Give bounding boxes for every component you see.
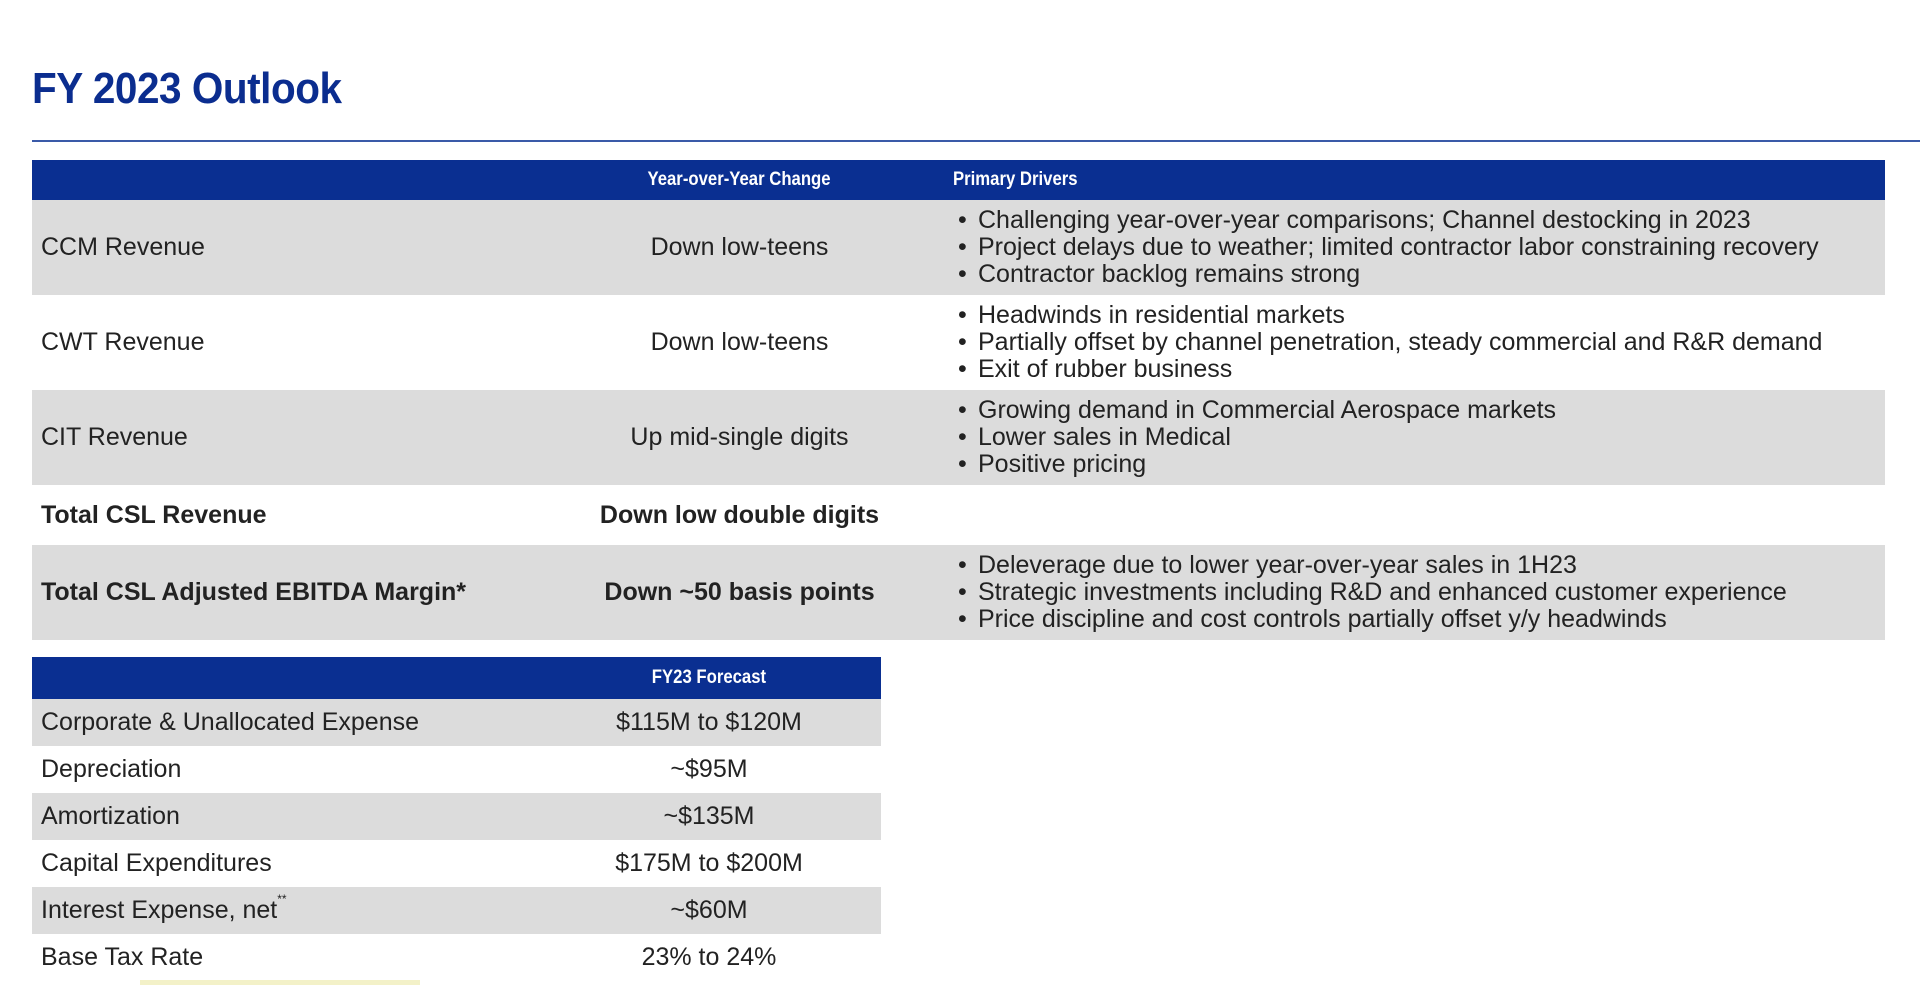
title-divider — [32, 140, 1920, 142]
table-row — [32, 793, 881, 840]
row-drivers — [942, 545, 1885, 640]
forecast-header-row — [32, 657, 881, 699]
decorative-accent-bar — [140, 980, 420, 985]
table-row — [32, 840, 881, 887]
driver-bullet: • Project delays due to weather; limited contractor labor constraining recovery — [958, 234, 1885, 261]
row-label: Depreciation — [32, 746, 537, 793]
row-label: Corporate & Unallocated Expense — [32, 699, 537, 746]
driver-bullet: • Growing demand in Commercial Aerospace markets — [958, 397, 1885, 424]
outlook-header-yoy-change: Year-over-Year Change — [537, 160, 942, 200]
row-value: ~$95M — [537, 746, 881, 793]
forecast-header-fy23: FY23 Forecast — [537, 657, 881, 699]
driver-bullet: • Headwinds in residential markets — [958, 302, 1885, 329]
row-label: CWT Revenue — [32, 295, 537, 390]
driver-bullet: • Exit of rubber business — [958, 356, 1885, 383]
row-change: Up mid-single digits — [537, 390, 942, 485]
table-row — [32, 390, 1885, 485]
forecast-table — [32, 657, 881, 981]
page-title: FY 2023 Outlook — [32, 64, 342, 113]
driver-bullet: • Challenging year-over-year comparisons; Channel destocking in 2023 — [958, 207, 1885, 234]
driver-bullet: • Strategic investments including R&D and enhanced customer experience — [958, 579, 1885, 606]
row-change: Down ~50 basis points — [537, 545, 942, 640]
row-label: Amortization — [32, 793, 537, 840]
driver-bullet: • Contractor backlog remains strong — [958, 261, 1885, 288]
row-drivers — [942, 390, 1885, 485]
row-change: Down low double digits — [537, 485, 942, 545]
row-drivers — [942, 295, 1885, 390]
table-row — [32, 746, 881, 793]
outlook-header-row — [32, 160, 1885, 200]
row-label-text: Interest Expense, net — [41, 896, 278, 924]
driver-bullet: • Lower sales in Medical — [958, 424, 1885, 451]
table-row — [32, 887, 881, 934]
driver-bullet: • Partially offset by channel penetration, steady commercial and R&R demand — [958, 329, 1885, 356]
row-change: Down low-teens — [537, 295, 942, 390]
footnote-mark: ** — [277, 892, 287, 906]
table-row — [32, 200, 1885, 295]
driver-bullet: • Price discipline and cost controls partially offset y/y headwinds — [958, 606, 1885, 633]
driver-bullet: • Deleverage due to lower year-over-year sales in 1H23 — [958, 552, 1885, 579]
outlook-header-primary-drivers: Primary Drivers — [942, 160, 1885, 200]
row-label: CCM Revenue — [32, 200, 537, 295]
row-drivers — [942, 200, 1885, 295]
table-row — [32, 934, 881, 981]
row-label: Total CSL Revenue — [32, 485, 537, 545]
row-label: Base Tax Rate — [32, 934, 537, 981]
table-row — [32, 295, 1885, 390]
outlook-table — [32, 160, 1885, 640]
forecast-header-metric — [32, 657, 537, 699]
row-value: $115M to $120M — [537, 699, 881, 746]
row-label: Total CSL Adjusted EBITDA Margin* — [32, 545, 537, 640]
outlook-header-metric — [32, 160, 537, 200]
table-row-ebitda-margin — [32, 545, 1885, 640]
row-value: ~$60M — [537, 887, 881, 934]
row-label: Capital Expenditures — [32, 840, 537, 887]
table-row — [32, 699, 881, 746]
row-value: 23% to 24% — [537, 934, 881, 981]
table-row-total-revenue — [32, 485, 1885, 545]
row-label — [32, 887, 537, 934]
row-label: CIT Revenue — [32, 390, 537, 485]
row-change: Down low-teens — [537, 200, 942, 295]
driver-bullet: • Positive pricing — [958, 451, 1885, 478]
row-drivers-empty — [942, 485, 1885, 545]
row-value: $175M to $200M — [537, 840, 881, 887]
row-value: ~$135M — [537, 793, 881, 840]
